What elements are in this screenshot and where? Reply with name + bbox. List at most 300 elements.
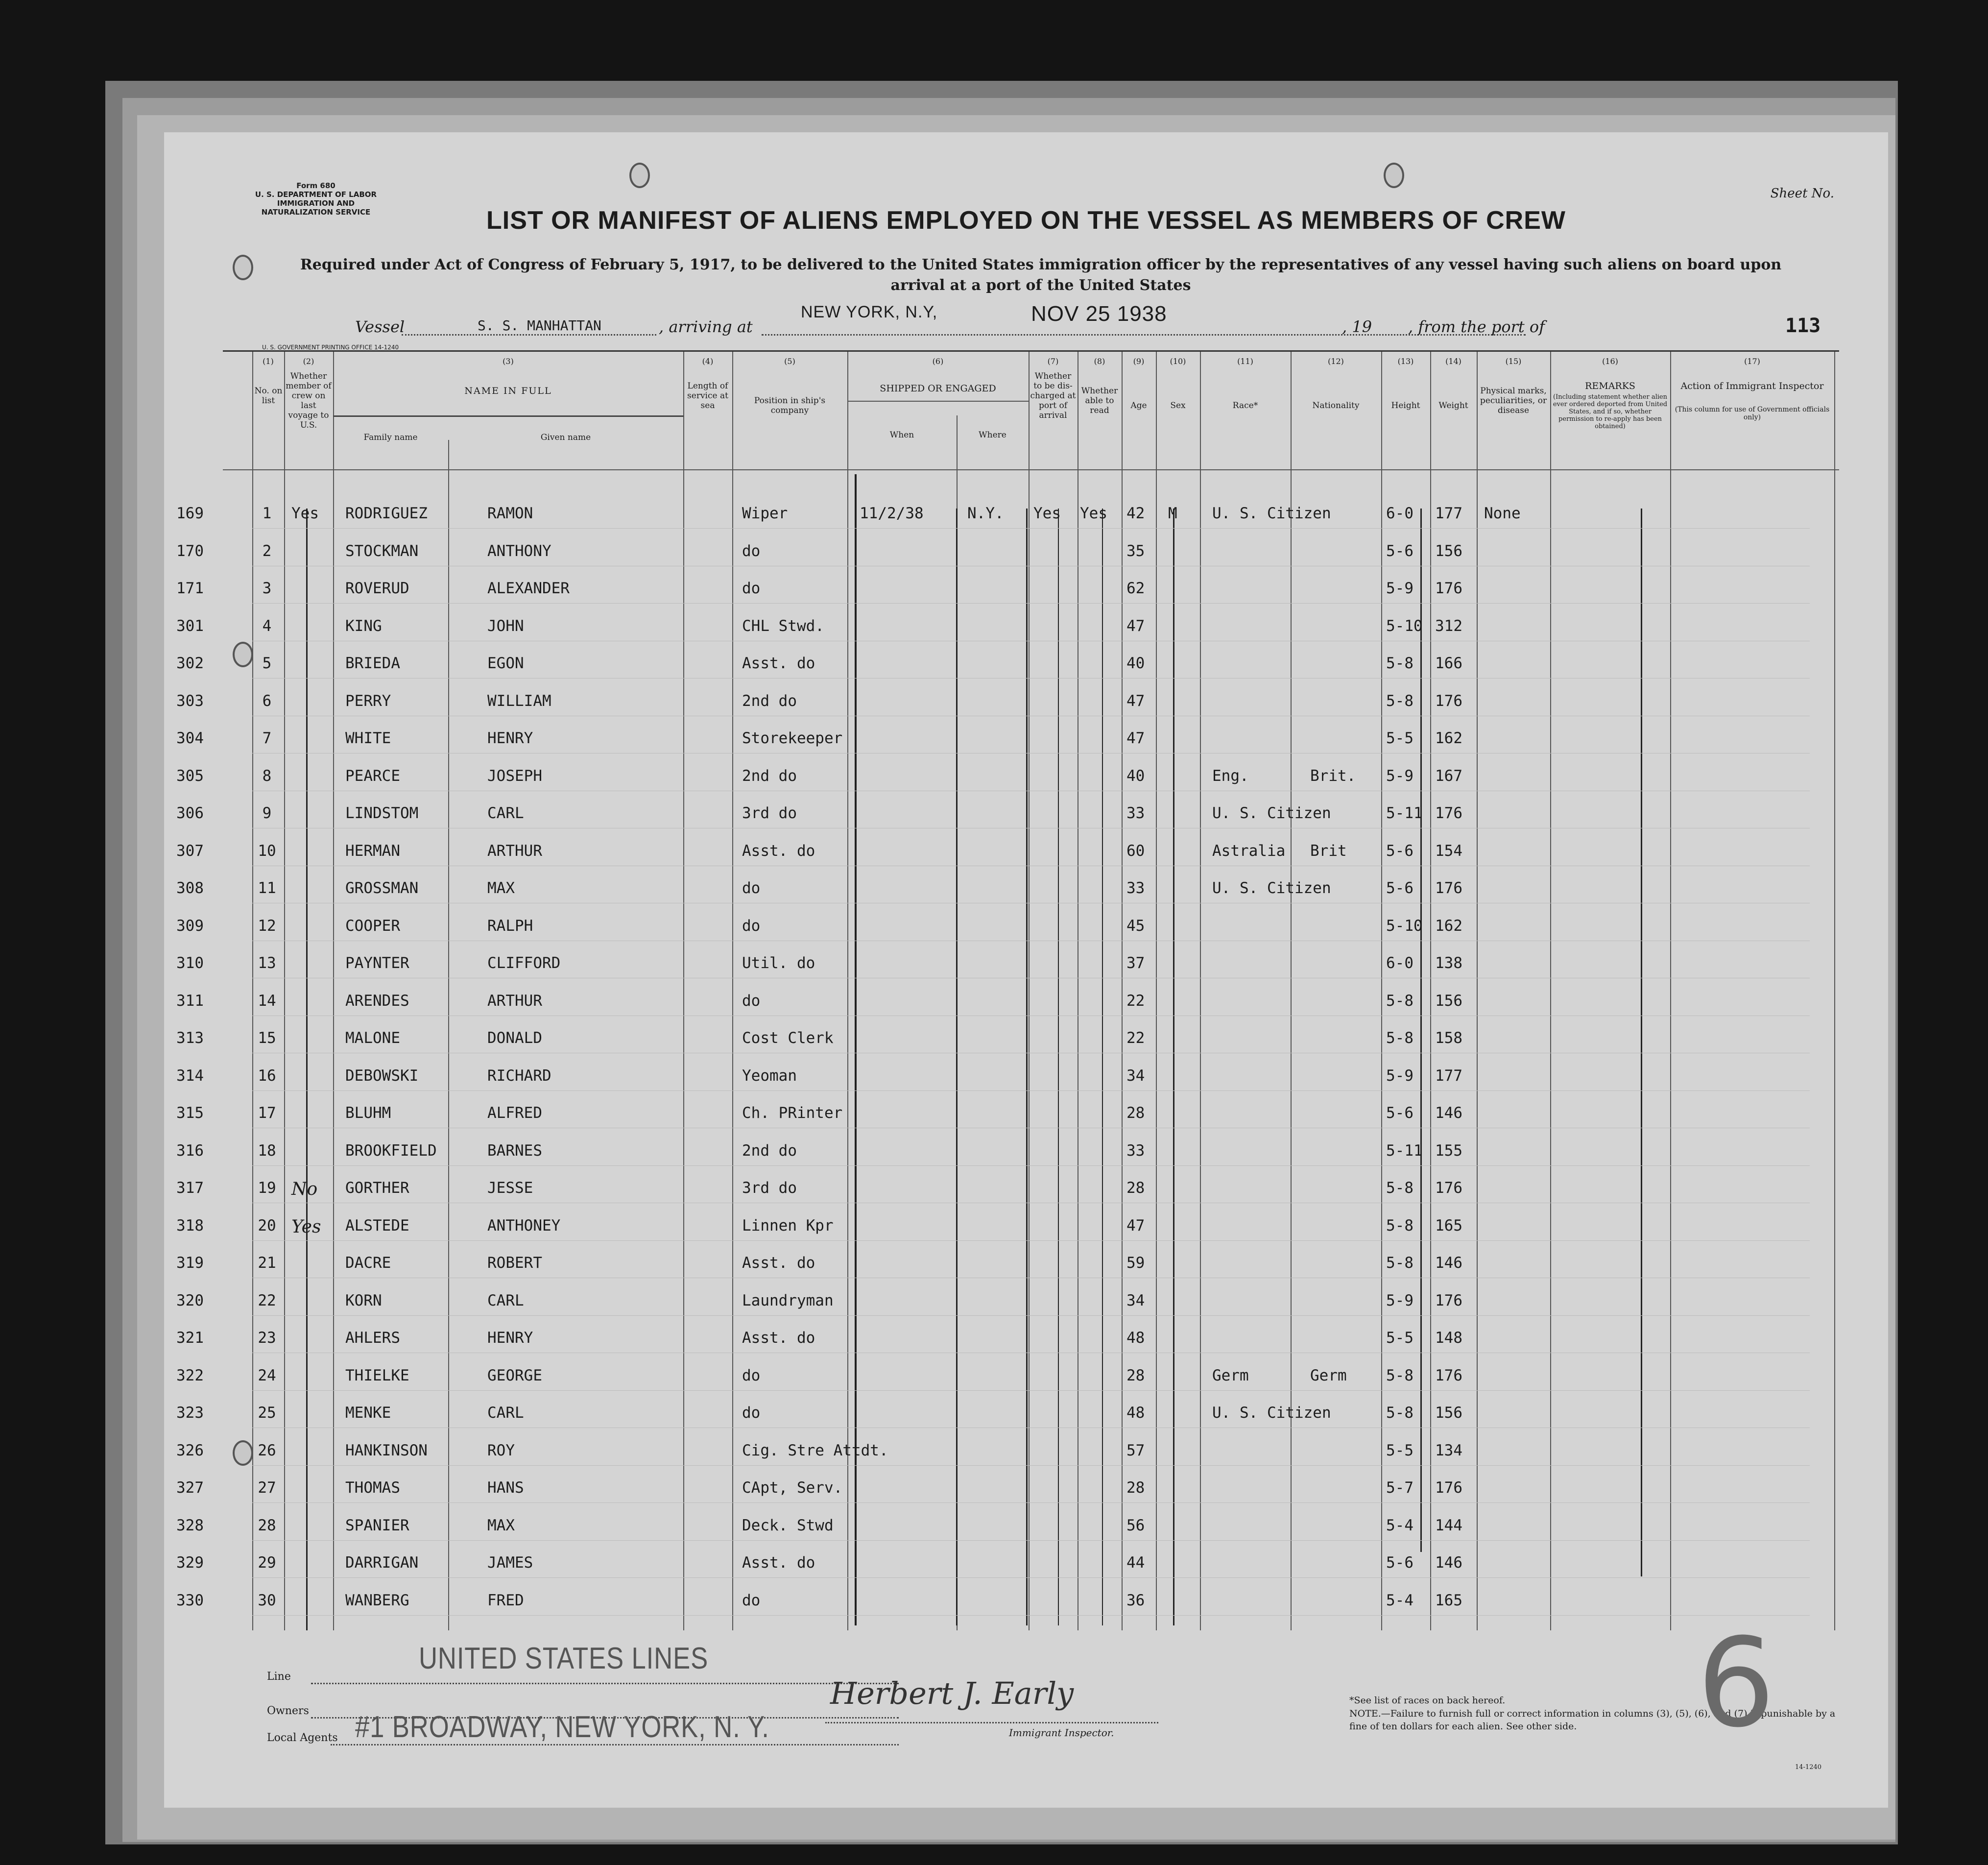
- row-able-to-read: Yes: [1080, 505, 1107, 522]
- col-race: Race*: [1232, 401, 1258, 411]
- row-given-name: CLIFFORD: [487, 954, 561, 972]
- row-family-name: GORTHER: [345, 1179, 409, 1197]
- row-weight: 165: [1435, 1591, 1462, 1609]
- row-given-name: WILLIAM: [487, 692, 551, 710]
- row-age: 28: [1126, 1179, 1145, 1197]
- row-race: Astralia: [1212, 842, 1286, 860]
- row-weight: 144: [1435, 1516, 1462, 1534]
- table-row: [176, 944, 1839, 981]
- table-row: [176, 1393, 1839, 1430]
- row-list-number: 18: [258, 1141, 276, 1160]
- column-number: (12): [1328, 357, 1344, 366]
- row-age: 45: [1126, 917, 1145, 935]
- row-age: 40: [1126, 654, 1145, 672]
- row-given-name: BARNES: [487, 1141, 542, 1160]
- column-number: (17): [1744, 357, 1760, 366]
- column-number: (13): [1397, 357, 1414, 366]
- row-margin-number: 313: [176, 1029, 204, 1047]
- row-position: Asst. do: [742, 842, 815, 860]
- row-family-name: RODRIGUEZ: [345, 505, 428, 522]
- races-note: *See list of races on back hereof.: [1349, 1695, 1506, 1706]
- row-age: 44: [1126, 1554, 1145, 1572]
- row-family-name: HANKINSON: [345, 1441, 428, 1459]
- table-row: [176, 1581, 1839, 1618]
- column-number: (3): [503, 357, 514, 366]
- punch-hole-icon: [233, 255, 253, 280]
- row-height: 5-7: [1386, 1479, 1413, 1497]
- row-crew-status: Yes: [291, 505, 319, 522]
- row-family-name: THOMAS: [345, 1479, 400, 1497]
- row-position: Deck. Stwd: [742, 1516, 834, 1534]
- row-list-number: 22: [258, 1291, 276, 1309]
- col-physical-marks: Physical marks, peculiarities, or disease: [1480, 386, 1547, 415]
- row-family-name: MENKE: [345, 1404, 391, 1422]
- row-weight: 154: [1435, 842, 1462, 860]
- row-margin-number: 318: [176, 1216, 204, 1235]
- row-given-name: RICHARD: [487, 1066, 551, 1085]
- gpo-imprint: U. S. GOVERNMENT PRINTING OFFICE 14-1240: [262, 344, 399, 351]
- vessel-label: Vessel: [355, 317, 405, 336]
- row-family-name: DARRIGAN: [345, 1554, 419, 1572]
- table-row: [176, 869, 1839, 906]
- row-margin-number: 321: [176, 1329, 204, 1347]
- row-position: 2nd do: [742, 1141, 797, 1160]
- row-position: 3rd do: [742, 804, 797, 822]
- manifest-sheet: [164, 132, 1888, 1808]
- row-weight: 176: [1435, 879, 1462, 897]
- row-list-number: 4: [262, 617, 272, 635]
- col-inspector-action: Action of Immigrant Inspector: [1680, 381, 1824, 391]
- row-list-number: 11: [258, 879, 276, 897]
- punch-hole-icon: [1384, 163, 1404, 188]
- table-row: [176, 1168, 1839, 1206]
- row-margin-number: 303: [176, 692, 204, 710]
- row-height: 5-9: [1386, 1066, 1413, 1085]
- col-remarks: REMARKS: [1585, 381, 1635, 391]
- row-family-name: BLUHM: [345, 1104, 391, 1122]
- row-weight: 156: [1435, 1404, 1462, 1422]
- vessel-line: [355, 302, 1849, 338]
- row-position: do: [742, 917, 761, 935]
- row-position: do: [742, 879, 761, 897]
- table-row: [176, 1131, 1839, 1168]
- row-height: 5-10: [1386, 617, 1423, 635]
- row-age: 59: [1126, 1254, 1145, 1272]
- row-position: do: [742, 580, 761, 597]
- row-given-name: CARL: [487, 1291, 524, 1309]
- column-number: (4): [702, 357, 714, 366]
- table-row: [176, 644, 1839, 681]
- row-given-name: JAMES: [487, 1554, 533, 1572]
- table-row: [176, 1543, 1839, 1580]
- row-family-name: THIELKE: [345, 1366, 409, 1384]
- sheet-mark: 6: [1697, 1612, 1775, 1754]
- row-race: Eng.: [1212, 767, 1249, 785]
- column-number: (6): [932, 357, 944, 366]
- row-given-name: HENRY: [487, 729, 533, 747]
- service-name: IMMIGRATION AND NATURALIZATION SERVICE: [261, 199, 371, 217]
- row-position: Cig. Stre Attdt.: [742, 1441, 888, 1459]
- column-number: (2): [303, 357, 314, 366]
- row-age: 42: [1126, 505, 1145, 522]
- row-weight: 134: [1435, 1441, 1462, 1459]
- table-row: [176, 756, 1839, 794]
- row-race: U. S. Citizen: [1212, 1404, 1331, 1422]
- row-list-number: 19: [258, 1179, 276, 1197]
- row-race: U. S. Citizen: [1212, 505, 1331, 522]
- row-position: Laundryman: [742, 1291, 834, 1309]
- row-height: 5-5: [1386, 1441, 1413, 1459]
- col-no-on-list: No. on list: [254, 386, 283, 406]
- print-code: 14-1240: [1795, 1764, 1822, 1771]
- row-margin-number: 329: [176, 1554, 204, 1572]
- row-margin-number: 316: [176, 1141, 204, 1160]
- row-margin-number: 302: [176, 654, 204, 672]
- col-family-name: Family name: [363, 433, 418, 442]
- row-margin-number: 311: [176, 992, 204, 1010]
- row-weight: 177: [1435, 505, 1462, 522]
- row-weight: 177: [1435, 1066, 1462, 1085]
- row-family-name: AHLERS: [345, 1329, 400, 1347]
- row-shipped-where: N.Y.: [967, 505, 1004, 522]
- row-list-number: 9: [262, 804, 272, 822]
- row-family-name: HERMAN: [345, 842, 400, 860]
- penalty-note: NOTE.—Failure to furnish full or correct information in columns (3), (5), (6), and (7) is punishable by a fine of ten dollars for each alien. See other side.: [1349, 1708, 1836, 1732]
- department-name: U. S. DEPARTMENT OF LABOR: [255, 190, 377, 199]
- table-row: [176, 981, 1839, 1018]
- table-row: [176, 1206, 1839, 1243]
- column-number: (8): [1094, 357, 1105, 366]
- column-number: (7): [1047, 357, 1059, 366]
- row-margin-number: 306: [176, 804, 204, 822]
- table-row: [176, 906, 1839, 944]
- row-position: Asst. do: [742, 1329, 815, 1347]
- row-family-name: DACRE: [345, 1254, 391, 1272]
- row-margin-number: 170: [176, 542, 204, 560]
- row-margin-number: 304: [176, 729, 204, 747]
- row-margin-number: 308: [176, 879, 204, 897]
- row-given-name: ROY: [487, 1441, 515, 1459]
- row-position: do: [742, 992, 761, 1010]
- row-family-name: STOCKMAN: [345, 542, 419, 560]
- arrival-date-stamp: NOV 25 1938: [1031, 302, 1167, 326]
- col-inspector-note: (This column for use of Government officials only): [1675, 406, 1830, 421]
- col-able-to-read: Whether able to read: [1081, 386, 1118, 415]
- row-height: 5-5: [1386, 1329, 1413, 1347]
- col-crew-last-voyage: Whether member of crew on last voyage to U.S.: [286, 371, 332, 430]
- row-margin-number: 169: [176, 505, 204, 522]
- col-when: When: [889, 430, 914, 440]
- row-given-name: MAX: [487, 879, 515, 897]
- row-weight: 176: [1435, 692, 1462, 710]
- row-weight: 165: [1435, 1216, 1462, 1235]
- row-margin-number: 317: [176, 1179, 204, 1197]
- row-weight: 176: [1435, 1179, 1462, 1197]
- row-given-name: RAMON: [487, 505, 533, 522]
- row-height: 5-6: [1386, 1104, 1413, 1122]
- row-margin-number: 320: [176, 1291, 204, 1309]
- row-margin-number: 322: [176, 1366, 204, 1384]
- row-margin-number: 330: [176, 1591, 204, 1609]
- row-family-name: MALONE: [345, 1029, 400, 1047]
- row-given-name: ANTHONY: [487, 542, 551, 560]
- document-title: LIST OR MANIFEST OF ALIENS EMPLOYED ON THE VESSEL AS MEMBERS OF CREW: [486, 206, 1566, 235]
- row-list-number: 24: [258, 1366, 276, 1384]
- row-family-name: BROOKFIELD: [345, 1141, 437, 1160]
- row-given-name: GEORGE: [487, 1366, 542, 1384]
- row-position: do: [742, 542, 761, 560]
- row-margin-number: 305: [176, 767, 204, 785]
- row-race: Germ: [1212, 1366, 1249, 1384]
- page-number: 113: [1785, 315, 1821, 337]
- column-number: (9): [1133, 357, 1145, 366]
- table-row: [176, 719, 1839, 756]
- column-number: (15): [1505, 357, 1522, 366]
- table-row: [176, 1093, 1839, 1131]
- row-height: 5-4: [1386, 1516, 1413, 1534]
- row-weight: 148: [1435, 1329, 1462, 1347]
- row-weight: 158: [1435, 1029, 1462, 1047]
- col-remarks-note: (Including statement whether alien ever ordered deported from United States, and if so, whether permission to re-apply has been obtained): [1553, 393, 1668, 430]
- row-list-number: 10: [258, 842, 276, 860]
- row-weight: 146: [1435, 1104, 1462, 1122]
- row-position: 2nd do: [742, 692, 797, 710]
- row-list-number: 17: [258, 1104, 276, 1122]
- table-row: [176, 532, 1839, 569]
- row-margin-number: 314: [176, 1066, 204, 1085]
- row-height: 5-8: [1386, 1366, 1413, 1384]
- col-sex: Sex: [1170, 401, 1186, 411]
- row-family-name: ALSTEDE: [345, 1216, 409, 1235]
- row-position: Storekeeper: [742, 729, 843, 747]
- column-number: (16): [1602, 357, 1618, 366]
- row-age: 47: [1126, 617, 1145, 635]
- row-list-number: 21: [258, 1254, 276, 1272]
- row-family-name: LINDSTOM: [345, 804, 419, 822]
- row-age: 22: [1126, 992, 1145, 1010]
- row-age: 36: [1126, 1591, 1145, 1609]
- table-row: [176, 1018, 1839, 1056]
- row-given-name: FRED: [487, 1591, 524, 1609]
- row-age: 48: [1126, 1404, 1145, 1422]
- row-list-number: 29: [258, 1554, 276, 1572]
- row-position: do: [742, 1591, 761, 1609]
- table-row: [176, 606, 1839, 644]
- row-family-name: WHITE: [345, 729, 391, 747]
- crew-manifest-table: [176, 350, 1839, 1630]
- row-family-name: DEBOWSKI: [345, 1066, 419, 1085]
- row-family-name: PERRY: [345, 692, 391, 710]
- row-height: 5-8: [1386, 692, 1413, 710]
- table-row: [176, 1318, 1839, 1356]
- row-race: U. S. Citizen: [1212, 879, 1331, 897]
- row-given-name: RALPH: [487, 917, 533, 935]
- row-list-number: 7: [262, 729, 272, 747]
- row-height: 6-0: [1386, 505, 1413, 522]
- row-age: 33: [1126, 1141, 1145, 1160]
- punch-hole-icon: [629, 163, 650, 188]
- row-age: 28: [1126, 1479, 1145, 1497]
- row-weight: 162: [1435, 917, 1462, 935]
- agents-label: Local Agents: [267, 1732, 338, 1744]
- row-age: 33: [1126, 804, 1145, 822]
- table-row: [176, 569, 1839, 606]
- row-given-name: CARL: [487, 1404, 524, 1422]
- row-height: 5-8: [1386, 1179, 1413, 1197]
- row-height: 5-8: [1386, 1216, 1413, 1235]
- col-age: Age: [1130, 401, 1147, 411]
- column-number: (1): [263, 357, 274, 366]
- row-height: 5-8: [1386, 992, 1413, 1010]
- row-height: 5-8: [1386, 1029, 1413, 1047]
- row-height: 5-10: [1386, 917, 1423, 935]
- row-given-name: ANTHONEY: [487, 1216, 561, 1235]
- table-row: [176, 1506, 1839, 1543]
- row-height: 5-4: [1386, 1591, 1413, 1609]
- row-height: 5-11: [1386, 1141, 1423, 1160]
- inspector-signature: Herbert J. Early: [830, 1675, 1074, 1711]
- row-position: do: [742, 1366, 761, 1384]
- col-shipped-or-engaged: SHIPPED OR ENGAGED: [880, 383, 996, 394]
- arrival-port: NEW YORK, N.Y,: [801, 303, 938, 321]
- col-height: Height: [1391, 401, 1420, 411]
- column-number: (14): [1445, 357, 1461, 366]
- row-margin-number: 315: [176, 1104, 204, 1122]
- row-age: 34: [1126, 1066, 1145, 1085]
- row-height: 5-9: [1386, 1291, 1413, 1309]
- row-given-name: MAX: [487, 1516, 515, 1534]
- col-given-name: Given name: [540, 433, 591, 442]
- row-position: CApt, Serv.: [742, 1479, 843, 1497]
- row-weight: 167: [1435, 767, 1462, 785]
- row-age: 28: [1126, 1366, 1145, 1384]
- row-margin-number: 301: [176, 617, 204, 635]
- row-age: 48: [1126, 1329, 1145, 1347]
- row-position: Yeoman: [742, 1066, 797, 1085]
- row-height: 5-6: [1386, 542, 1413, 560]
- table-row: [176, 1356, 1839, 1393]
- sheet-number-label: Sheet No.: [1770, 186, 1834, 201]
- col-position: Position in ship's company: [754, 396, 826, 415]
- row-height: 5-9: [1386, 767, 1413, 785]
- table-row: [176, 794, 1839, 831]
- col-nationality: Nationality: [1312, 401, 1360, 411]
- row-race: U. S. Citizen: [1212, 804, 1331, 822]
- row-sex: M: [1168, 505, 1177, 522]
- row-height: 5-11: [1386, 804, 1423, 822]
- row-age: 57: [1126, 1441, 1145, 1459]
- inspector-label: Immigrant Inspector.: [1009, 1727, 1114, 1739]
- row-given-name: ARTHUR: [487, 992, 542, 1010]
- row-crew-status: No: [291, 1179, 318, 1199]
- col-discharged: Whether to be dis-charged at port of arrival: [1030, 371, 1076, 420]
- row-position: Util. do: [742, 954, 815, 972]
- row-family-name: PAYNTER: [345, 954, 409, 972]
- row-given-name: JOSEPH: [487, 767, 542, 785]
- row-position: Cost Clerk: [742, 1029, 834, 1047]
- row-list-number: 1: [262, 505, 272, 522]
- row-family-name: KORN: [345, 1291, 382, 1309]
- row-weight: 176: [1435, 1479, 1462, 1497]
- row-age: 33: [1126, 879, 1145, 897]
- row-height: 5-6: [1386, 1554, 1413, 1572]
- row-physical-marks: None: [1484, 505, 1521, 522]
- row-list-number: 8: [262, 767, 272, 785]
- row-family-name: WANBERG: [345, 1591, 409, 1609]
- row-weight: 146: [1435, 1554, 1462, 1572]
- col-where: Where: [979, 430, 1006, 440]
- row-weight: 155: [1435, 1141, 1462, 1160]
- row-given-name: CARL: [487, 804, 524, 822]
- row-age: 47: [1126, 729, 1145, 747]
- row-age: 35: [1126, 542, 1145, 560]
- row-family-name: COOPER: [345, 917, 400, 935]
- row-margin-number: 323: [176, 1404, 204, 1422]
- row-margin-number: 310: [176, 954, 204, 972]
- row-family-name: GROSSMAN: [345, 879, 419, 897]
- row-position: Asst. do: [742, 1254, 815, 1272]
- row-age: 47: [1126, 692, 1145, 710]
- row-given-name: ARTHUR: [487, 842, 542, 860]
- row-age: 60: [1126, 842, 1145, 860]
- row-given-name: JOHN: [487, 617, 524, 635]
- row-age: 47: [1126, 1216, 1145, 1235]
- line-stamp: UNITED STATES LINES: [419, 1642, 709, 1675]
- row-age: 56: [1126, 1516, 1145, 1534]
- row-given-name: ROBERT: [487, 1254, 542, 1272]
- row-list-number: 23: [258, 1329, 276, 1347]
- row-given-name: ALEXANDER: [487, 580, 570, 597]
- row-family-name: PEARCE: [345, 767, 400, 785]
- row-list-number: 30: [258, 1591, 276, 1609]
- row-position: Linnen Kpr: [742, 1216, 834, 1235]
- table-row: [176, 1431, 1839, 1468]
- owners-label: Owners: [267, 1705, 309, 1717]
- row-given-name: DONALD: [487, 1029, 542, 1047]
- row-weight: 156: [1435, 542, 1462, 560]
- row-given-name: ALFRED: [487, 1104, 542, 1122]
- row-list-number: 20: [258, 1216, 276, 1235]
- row-weight: 156: [1435, 992, 1462, 1010]
- form-number: Form 680: [296, 181, 335, 190]
- row-age: 62: [1126, 580, 1145, 597]
- row-list-number: 13: [258, 954, 276, 972]
- row-list-number: 16: [258, 1066, 276, 1085]
- row-list-number: 28: [258, 1516, 276, 1534]
- arriving-label: , arriving at: [659, 317, 753, 336]
- row-age: 22: [1126, 1029, 1145, 1047]
- row-height: 5-8: [1386, 1404, 1413, 1422]
- row-position: Asst. do: [742, 1554, 815, 1572]
- row-weight: 162: [1435, 729, 1462, 747]
- row-nationality: Brit: [1310, 842, 1347, 860]
- row-weight: 166: [1435, 654, 1462, 672]
- row-list-number: 25: [258, 1404, 276, 1422]
- row-position: CHL Stwd.: [742, 617, 824, 635]
- row-weight: 146: [1435, 1254, 1462, 1272]
- agents-stamp: #1 BROADWAY, NEW YORK, N. Y.: [355, 1710, 769, 1744]
- row-height: 5-6: [1386, 842, 1413, 860]
- row-age: 28: [1126, 1104, 1145, 1122]
- row-position: Asst. do: [742, 654, 815, 672]
- document-subtitle: Required under Act of Congress of February 5, 1917, to be delivered to the United States immigration officer by the representatives of any vessel having such aliens on board upon arrival at a port of the United States: [300, 256, 1782, 294]
- row-height: 5-8: [1386, 654, 1413, 672]
- col-weight: Weight: [1438, 401, 1468, 411]
- table-row: [176, 1056, 1839, 1093]
- row-margin-number: 309: [176, 917, 204, 935]
- row-list-number: 2: [262, 542, 272, 560]
- table-row: [176, 831, 1839, 869]
